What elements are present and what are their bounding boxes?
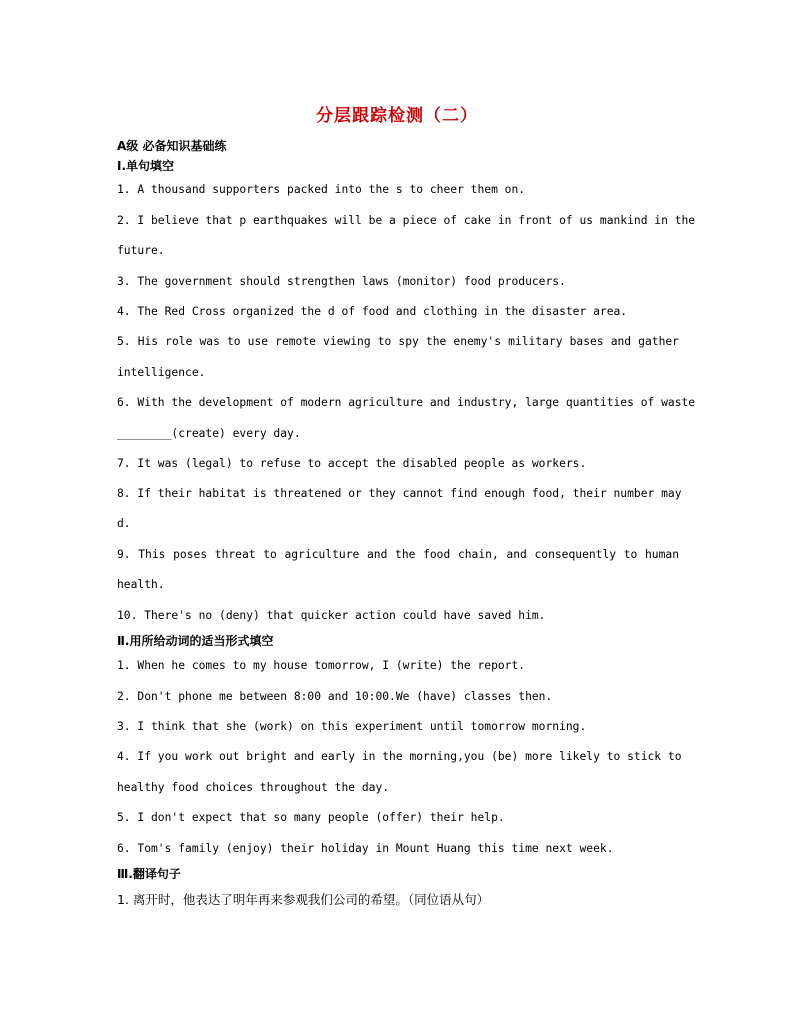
question-line: 1. A thousand supporters packed into the s to cheer them on.: [117, 183, 526, 196]
question-line: 7. It was (legal) to refuse to accept the disabled people as workers.: [117, 457, 587, 470]
question-line: 3. The government should strengthen laws (monitor) food producers.: [117, 275, 566, 288]
question-line-continuation: d.: [117, 517, 131, 530]
question-line: 4. The Red Cross organized the d of food and clothing in the disaster area.: [117, 305, 628, 318]
question-line: 4. If you work out bright and early in the morning,you (be) more likely to stick to: [117, 750, 682, 763]
question-line: 5. I don't expect that so many people (offer) their help.: [117, 811, 505, 824]
translation-question-line: 1. 离开时，他表达了明年再来参观我们公司的希望。（同位语从句）: [117, 892, 490, 907]
question-line: 5. His role was to use remote viewing to spy the enemy's military bases and gather: [117, 335, 679, 348]
question-line: 2. Don't phone me between 8:00 and 10:00.We (have) classes then.: [117, 690, 553, 703]
question-line-continuation: health.: [117, 578, 165, 591]
page-title: 分层跟踪检测（二）: [316, 106, 478, 126]
question-line: 1. When he comes to my house tomorrow, I (write) the report.: [117, 659, 526, 672]
question-line: 2. I believe that p earthquakes will be a piece of cake in front of us mankind in the: [117, 214, 696, 227]
question-line: 6. With the development of modern agriculture and industry, large quantities of waste: [117, 396, 696, 409]
question-line: 3. I think that she (work) on this experiment until tomorrow morning.: [117, 720, 587, 733]
question-line-continuation: intelligence.: [117, 366, 206, 379]
section-1-heading: Ⅰ.单句填空: [117, 159, 175, 173]
section-3-heading: Ⅲ.翻译句子: [117, 867, 181, 881]
question-line: 10. There's no (deny) that quicker action could have saved him.: [117, 609, 546, 622]
level-a-heading: A级 必备知识基础练: [117, 139, 227, 153]
question-line-continuation: ________(create) every day.: [117, 427, 301, 440]
question-line: 8. If their habitat is threatened or they cannot find enough food, their number may: [117, 487, 682, 500]
question-line: 9. This poses threat to agriculture and the food chain, and consequently to human: [117, 548, 679, 561]
question-line-continuation: healthy food choices throughout the day.: [117, 781, 390, 794]
question-line: 6. Tom's family (enjoy) their holiday in Mount Huang this time next week.: [117, 842, 614, 855]
section-2-heading: Ⅱ.用所给动词的适当形式填空: [117, 634, 274, 648]
question-line-continuation: future.: [117, 244, 165, 257]
